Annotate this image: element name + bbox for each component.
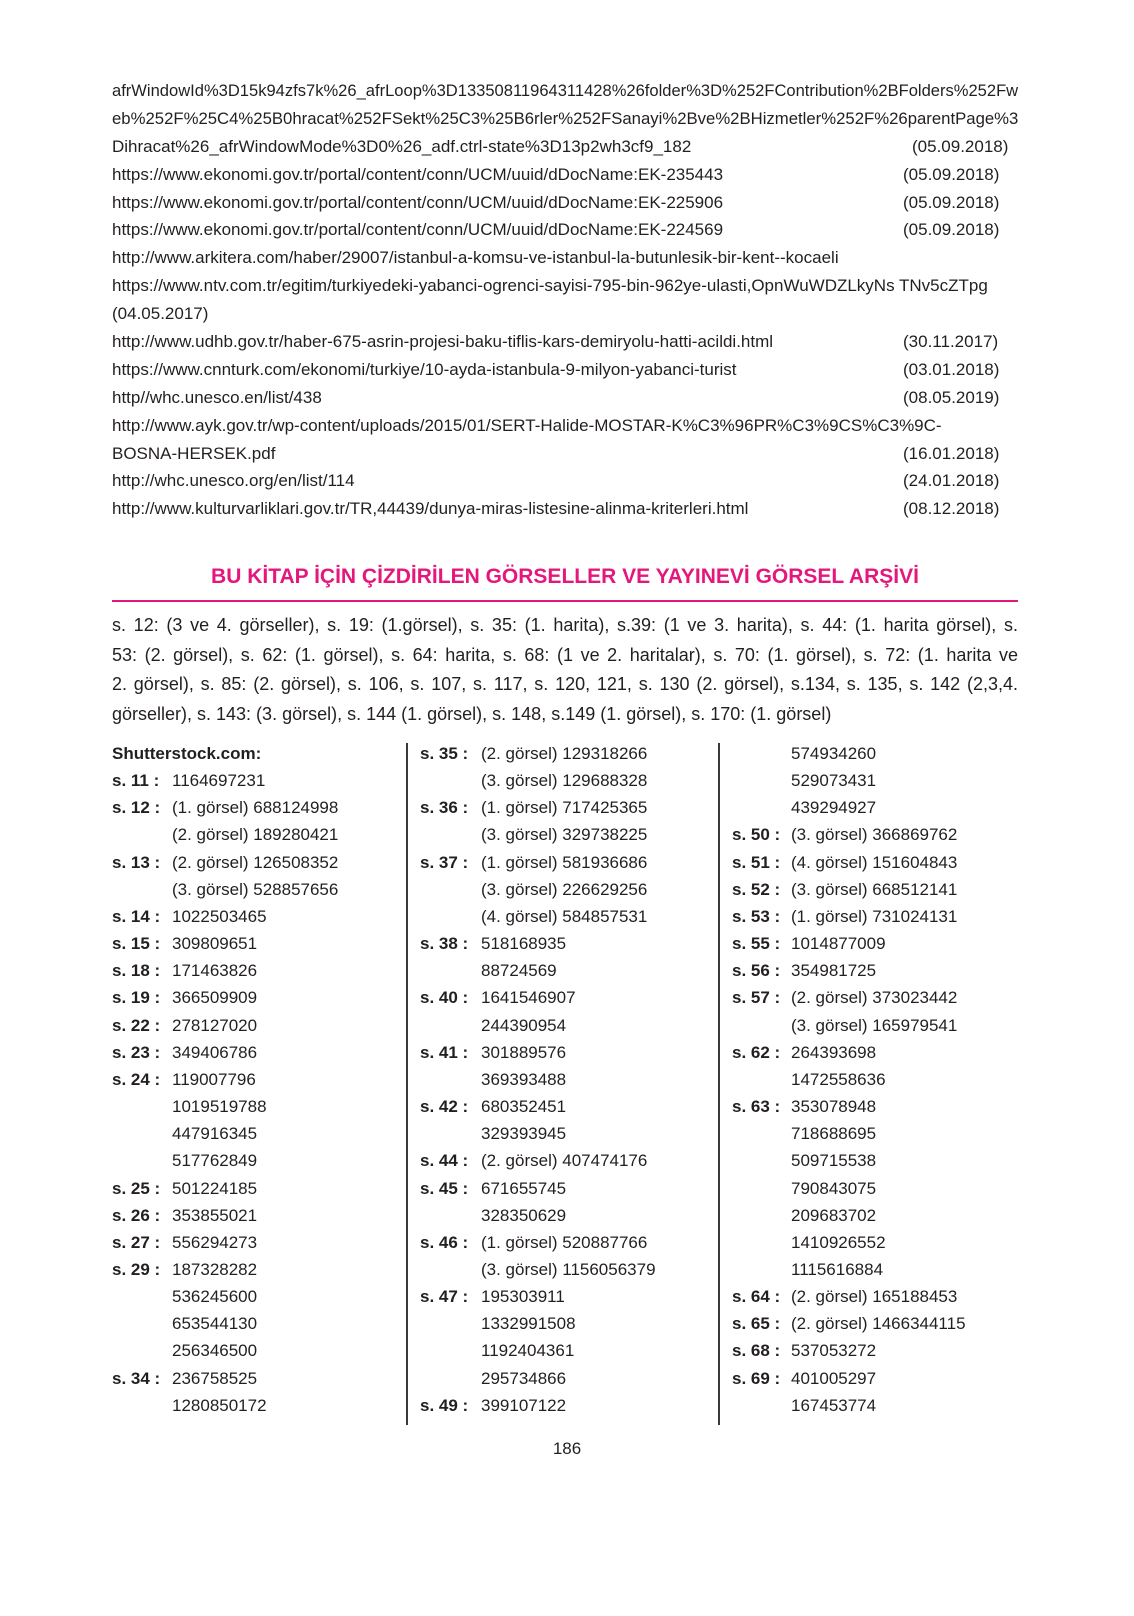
credit-row <box>420 1256 710 1283</box>
image-id: 1022503465 <box>172 906 267 926</box>
image-id: 167453774 <box>791 1395 877 1415</box>
column-divider <box>718 743 720 1425</box>
paragraph-line: s. 12: (3 ve 4. görseller), s. 19: (1.görsel), s. 35: (1. harita), s.39: (1 ve 3. harita), s. 44: (1. harita görsel), s. <box>112 615 1018 635</box>
credit-row <box>732 1229 1022 1256</box>
page-label: s. 56 : <box>732 961 781 981</box>
page-label: s. 53 : <box>732 906 781 926</box>
page-label: s. 36 : <box>420 798 469 818</box>
reference-line <box>112 77 1018 105</box>
page-label: s. 41 : <box>420 1042 469 1062</box>
reference-line <box>112 467 1018 495</box>
drawn-images-paragraph <box>112 611 1018 730</box>
credit-row <box>112 1039 402 1066</box>
credit-row <box>420 930 710 957</box>
section-title: BU KİTAP İÇİN ÇİZDİRİLEN GÖRSELLER VE YAYINEVİ GÖRSEL ARŞİVİ <box>211 565 919 588</box>
reference-line <box>112 300 1018 328</box>
credit-row <box>420 740 710 767</box>
image-id: (2. görsel) 373023442 <box>791 988 958 1008</box>
credit-row <box>420 957 710 984</box>
image-id: 517762849 <box>172 1151 258 1171</box>
credit-row <box>112 767 402 794</box>
image-id: (1. görsel) 581936686 <box>481 852 648 872</box>
page-label: s. 38 : <box>420 934 469 954</box>
credit-row <box>112 876 402 903</box>
access-date: (05.09.2018) <box>903 164 1000 184</box>
credits-column-2 <box>420 740 710 1419</box>
credits-column-3 <box>732 740 1022 1419</box>
image-id: (4. görsel) 151604843 <box>791 852 958 872</box>
credit-row <box>732 1066 1022 1093</box>
reference-url: http://www.udhb.gov.tr/haber-675-asrin-projesi-baku-tiflis-kars-demiryolu-hatti-acildi.html <box>112 332 774 352</box>
image-id: 195303911 <box>481 1287 565 1307</box>
credit-row <box>112 794 402 821</box>
image-id: 671655745 <box>481 1178 567 1198</box>
credit-row <box>420 1012 710 1039</box>
access-date: (05.09.2018) <box>903 192 1000 212</box>
credit-row <box>732 740 1022 767</box>
page-label: s. 23 : <box>112 1042 161 1062</box>
credit-row <box>420 1229 710 1256</box>
page-label: s. 26 : <box>112 1205 161 1225</box>
credit-row <box>732 767 1022 794</box>
credit-row <box>420 1310 710 1337</box>
credit-row <box>420 1093 710 1120</box>
page-label: s. 34 : <box>112 1368 161 1388</box>
image-id: 1115616884 <box>791 1259 884 1279</box>
credit-row <box>112 1066 402 1093</box>
image-id: 295734866 <box>481 1368 567 1388</box>
page-label: s. 42 : <box>420 1097 469 1117</box>
image-id: 1641546907 <box>481 988 576 1008</box>
image-id: (3. görsel) 1156056379 <box>481 1259 656 1279</box>
credit-row <box>732 1202 1022 1229</box>
credit-row <box>420 1066 710 1093</box>
image-id: (3. görsel) 165979541 <box>791 1015 958 1035</box>
reference-date-continued: (04.05.2017) <box>112 304 209 324</box>
credit-row <box>420 903 710 930</box>
image-id: 509715538 <box>791 1151 877 1171</box>
reference-url: BOSNA-HERSEK.pdf <box>112 443 276 463</box>
credit-row <box>112 1310 402 1337</box>
credit-row <box>732 1175 1022 1202</box>
credit-row <box>732 903 1022 930</box>
credit-row <box>420 1283 710 1310</box>
credit-row <box>112 903 402 930</box>
access-date: (03.01.2018) <box>903 359 1000 379</box>
credit-row <box>112 984 402 1011</box>
page-label: s. 24 : <box>112 1069 161 1089</box>
image-id: 574934260 <box>791 744 877 763</box>
reference-url: https://www.ntv.com.tr/egitim/turkiyedeki-yabanci-ogrenci-sayisi-795-bin-962ye-ulasti,OpnWuWDZLkyNs TNv5cZTpg <box>112 276 988 296</box>
reference-line <box>112 244 1018 272</box>
page-label: s. 55 : <box>732 934 781 954</box>
reference-url: http://www.ayk.gov.tr/wp-content/uploads/2015/01/SERT-Halide-MOSTAR-K%C3%96PR%C3%9CS%C3%9C- <box>112 415 942 435</box>
page-label: s. 50 : <box>732 825 781 845</box>
page-label: s. 12 : <box>112 798 161 818</box>
credit-row <box>112 1175 402 1202</box>
page-label: s. 13 : <box>112 852 161 872</box>
credit-row <box>420 1175 710 1202</box>
reference-line <box>112 272 1018 300</box>
image-id: 537053272 <box>791 1341 877 1361</box>
page-label: s. 47 : <box>420 1287 469 1307</box>
page-label: s. 51 : <box>732 852 781 872</box>
reference-line <box>112 161 1018 189</box>
image-id: (1. görsel) 688124998 <box>172 798 339 818</box>
credit-row <box>112 1229 402 1256</box>
image-id: 1332991508 <box>481 1314 576 1334</box>
image-id: 1472558636 <box>791 1069 886 1089</box>
page-number: 186 <box>552 1439 582 1458</box>
image-id: 209683702 <box>791 1205 877 1225</box>
reference-line <box>112 216 1018 244</box>
access-date: (05.09.2018) <box>912 136 1009 156</box>
credit-row <box>112 1256 402 1283</box>
reference-url: eb%252F%25C4%25B0hracat%252FSekt%25C3%25B6rler%252FSanayi%2Bve%2BHizmetler%252F%26parentPage%3 <box>112 108 1019 128</box>
credit-row <box>732 1283 1022 1310</box>
reference-url: http://www.arkitera.com/haber/29007/istanbul-a-komsu-ve-istanbul-la-butunlesik-bir-kent--kocaeli <box>112 248 839 268</box>
image-id: 529073431 <box>791 771 877 791</box>
credit-row <box>112 1365 402 1392</box>
credit-row <box>420 849 710 876</box>
image-id: 349406786 <box>172 1042 258 1062</box>
access-date: (16.01.2018) <box>903 443 1000 463</box>
reference-line <box>112 328 1018 356</box>
image-id: 1019519788 <box>172 1097 267 1117</box>
image-id: 680352451 <box>481 1097 567 1117</box>
credit-row <box>732 849 1022 876</box>
reference-line <box>112 356 1018 384</box>
credit-row <box>420 794 710 821</box>
image-id: 790843075 <box>791 1178 877 1198</box>
credit-row <box>420 821 710 848</box>
image-id: (3. görsel) 366869762 <box>791 825 958 845</box>
credit-row <box>732 957 1022 984</box>
image-id: (3. görsel) 226629256 <box>481 879 648 899</box>
credit-row <box>732 1147 1022 1174</box>
image-id: (2. görsel) 1466344115 <box>791 1314 966 1334</box>
credit-row <box>112 1147 402 1174</box>
image-id: 556294273 <box>172 1232 258 1252</box>
credit-row <box>112 821 402 848</box>
reference-line <box>112 384 1018 412</box>
source-heading: Shutterstock.com: <box>112 744 262 763</box>
paragraph-line: 2. görsel), s. 85: (2. görsel), s. 106, s. 107, s. 117, s. 120, 121, s. 130 (2. görsel), s.134, s. 135, s. 142 (2,3,4. <box>112 674 1018 695</box>
image-id: 278127020 <box>172 1015 258 1035</box>
credit-row <box>112 740 402 767</box>
reference-url: Dihracat%26_afrWindowMode%3D0%26_adf.ctrl-state%3D13p2wh3cf9_182 <box>112 136 692 156</box>
image-id: (2. görsel) 189280421 <box>172 825 339 845</box>
page-label: s. 29 : <box>112 1259 161 1279</box>
credit-row <box>420 1202 710 1229</box>
page-label: s. 25 : <box>112 1178 161 1198</box>
reference-list <box>112 77 1018 523</box>
page-label: s. 45 : <box>420 1178 469 1198</box>
page-label: s. 14 : <box>112 906 161 926</box>
image-id: (2. görsel) 129318266 <box>481 744 648 763</box>
paragraph-line: görseller), s. 143: (3. görsel), s. 144 (1. görsel), s. 148, s.149 (1. görsel), s. 170: (1. görsel) <box>112 704 832 725</box>
image-id: (3. görsel) 129688328 <box>481 771 648 791</box>
access-date: (30.11.2017) <box>903 332 999 352</box>
image-id: 518168935 <box>481 934 567 954</box>
credit-row <box>732 794 1022 821</box>
image-id: (2. görsel) 126508352 <box>172 852 339 872</box>
page-label: s. 64 : <box>732 1287 781 1307</box>
image-id: (3. görsel) 528857656 <box>172 879 339 899</box>
reference-line <box>112 189 1018 217</box>
image-id: 256346500 <box>172 1341 258 1361</box>
page-label: s. 35 : <box>420 744 469 763</box>
image-id: 328350629 <box>481 1205 567 1225</box>
page-label: s. 19 : <box>112 988 161 1008</box>
credit-row <box>732 1093 1022 1120</box>
image-id: 244390954 <box>481 1015 567 1035</box>
credit-row <box>732 1337 1022 1364</box>
page-label: s. 52 : <box>732 879 781 899</box>
image-id: (3. görsel) 668512141 <box>791 879 958 899</box>
image-id: 171463826 <box>172 961 258 981</box>
credit-row <box>732 1039 1022 1066</box>
access-date: (08.12.2018) <box>903 499 1000 519</box>
image-id: 264393698 <box>791 1042 877 1062</box>
credit-row <box>420 876 710 903</box>
credit-row <box>732 876 1022 903</box>
image-id: (2. görsel) 165188453 <box>791 1287 958 1307</box>
reference-url: afrWindowId%3D15k94zfs7k%26_afrLoop%3D13350811964311428%26folder%3D%252FContribution%2BFolders%252Fw <box>112 81 1019 100</box>
page-label: s. 15 : <box>112 934 161 954</box>
credit-row <box>732 1365 1022 1392</box>
image-id: 301889576 <box>481 1042 567 1062</box>
image-id: 501224185 <box>172 1178 258 1198</box>
reference-line <box>112 412 1018 440</box>
image-id: 401005297 <box>791 1368 877 1388</box>
reference-url: http//whc.unesco.en/list/438 <box>112 387 322 407</box>
image-id: 366509909 <box>172 988 258 1008</box>
credit-row <box>420 1337 710 1364</box>
credit-row <box>732 1392 1022 1419</box>
credit-row <box>420 984 710 1011</box>
image-id: 88724569 <box>481 961 557 981</box>
credit-row <box>112 1093 402 1120</box>
reference-line <box>112 440 1018 468</box>
image-id: 1192404361 <box>481 1341 575 1361</box>
credit-row <box>420 1392 710 1419</box>
credit-row <box>112 1392 402 1419</box>
credit-row <box>732 1256 1022 1283</box>
image-id: 309809651 <box>172 934 258 954</box>
credits-column-1 <box>112 740 402 1419</box>
credit-row <box>420 1039 710 1066</box>
image-id: 1280850172 <box>172 1395 267 1415</box>
page-label: s. 44 : <box>420 1151 469 1171</box>
credit-row <box>112 957 402 984</box>
credit-row <box>732 930 1022 957</box>
page-label: s. 40 : <box>420 988 469 1008</box>
image-id: 369393488 <box>481 1069 567 1089</box>
section-title-wrap <box>112 565 1018 589</box>
image-id: (4. görsel) 584857531 <box>481 906 648 926</box>
credit-row <box>420 767 710 794</box>
column-divider <box>406 743 408 1425</box>
credit-row <box>112 1012 402 1039</box>
image-id: 354981725 <box>791 961 877 981</box>
image-id: 353078948 <box>791 1097 877 1117</box>
image-id: 653544130 <box>172 1314 258 1334</box>
image-id: 1164697231 <box>172 771 266 791</box>
reference-line <box>112 105 1018 133</box>
image-id: 353855021 <box>172 1205 258 1225</box>
reference-line <box>112 495 1018 523</box>
credit-row <box>732 1310 1022 1337</box>
page-label: s. 57 : <box>732 988 781 1008</box>
page-label: s. 11 : <box>112 771 160 791</box>
image-id: (3. görsel) 329738225 <box>481 825 648 845</box>
access-date: (08.05.2019) <box>903 387 1000 407</box>
credit-row <box>112 930 402 957</box>
credit-row <box>732 1120 1022 1147</box>
section-divider <box>112 600 1018 602</box>
credit-row <box>420 1365 710 1392</box>
image-id: 187328282 <box>172 1259 258 1279</box>
reference-url: https://www.ekonomi.gov.tr/portal/content/conn/UCM/uuid/dDocName:EK-225906 <box>112 192 724 212</box>
access-date: (24.01.2018) <box>903 471 1000 491</box>
image-id: 439294927 <box>791 798 877 818</box>
image-id: (1. görsel) 731024131 <box>791 906 958 926</box>
credit-row <box>732 984 1022 1011</box>
credit-row <box>112 1202 402 1229</box>
page-label: s. 63 : <box>732 1097 781 1117</box>
image-id: 718688695 <box>791 1124 877 1144</box>
credit-row <box>112 1283 402 1310</box>
page-label: s. 62 : <box>732 1042 781 1062</box>
credit-row <box>732 821 1022 848</box>
page-label: s. 68 : <box>732 1341 781 1361</box>
reference-url: https://www.ekonomi.gov.tr/portal/content/conn/UCM/uuid/dDocName:EK-224569 <box>112 220 724 240</box>
image-id: (1. görsel) 717425365 <box>481 798 648 818</box>
credit-row <box>420 1147 710 1174</box>
reference-url: http://whc.unesco.org/en/list/114 <box>112 471 355 491</box>
paragraph-line: 53: (2. görsel), s. 62: (1. görsel), s. 64: harita, s. 68: (1 ve 2. haritalar), s. 70: (1. görsel), s. 72: (1. harita ve <box>112 644 1018 665</box>
image-id: 1410926552 <box>791 1232 886 1252</box>
page-label: s. 22 : <box>112 1015 161 1035</box>
image-id: 329393945 <box>481 1124 567 1144</box>
page-label: s. 69 : <box>732 1368 781 1388</box>
image-id: 447916345 <box>172 1124 258 1144</box>
access-date: (05.09.2018) <box>903 220 1000 240</box>
page-label: s. 46 : <box>420 1232 469 1252</box>
page-label: s. 37 : <box>420 852 469 872</box>
page-label: s. 49 : <box>420 1395 469 1415</box>
credit-row <box>112 849 402 876</box>
reference-url: https://www.ekonomi.gov.tr/portal/content/conn/UCM/uuid/dDocName:EK-235443 <box>112 164 724 184</box>
page-label: s. 65 : <box>732 1314 781 1334</box>
credit-row <box>732 1012 1022 1039</box>
image-id: (2. görsel) 407474176 <box>481 1151 648 1171</box>
reference-url: https://www.cnnturk.com/ekonomi/turkiye/10-ayda-istanbula-9-milyon-yabanci-turist <box>112 359 737 379</box>
reference-line <box>112 133 1018 161</box>
image-id: 399107122 <box>481 1395 567 1415</box>
image-id: 1014877009 <box>791 934 886 954</box>
reference-url: http://www.kulturvarliklari.gov.tr/TR,44439/dunya-miras-listesine-alinma-kriterleri.html <box>112 499 749 519</box>
credit-row <box>420 1120 710 1147</box>
image-id: 536245600 <box>172 1287 258 1307</box>
image-id: 236758525 <box>172 1368 258 1388</box>
credit-row <box>112 1337 402 1364</box>
credit-row <box>112 1120 402 1147</box>
image-id: 119007796 <box>172 1069 256 1089</box>
image-id: (1. görsel) 520887766 <box>481 1232 648 1252</box>
page-label: s. 27 : <box>112 1232 161 1252</box>
page-label: s. 18 : <box>112 961 161 981</box>
